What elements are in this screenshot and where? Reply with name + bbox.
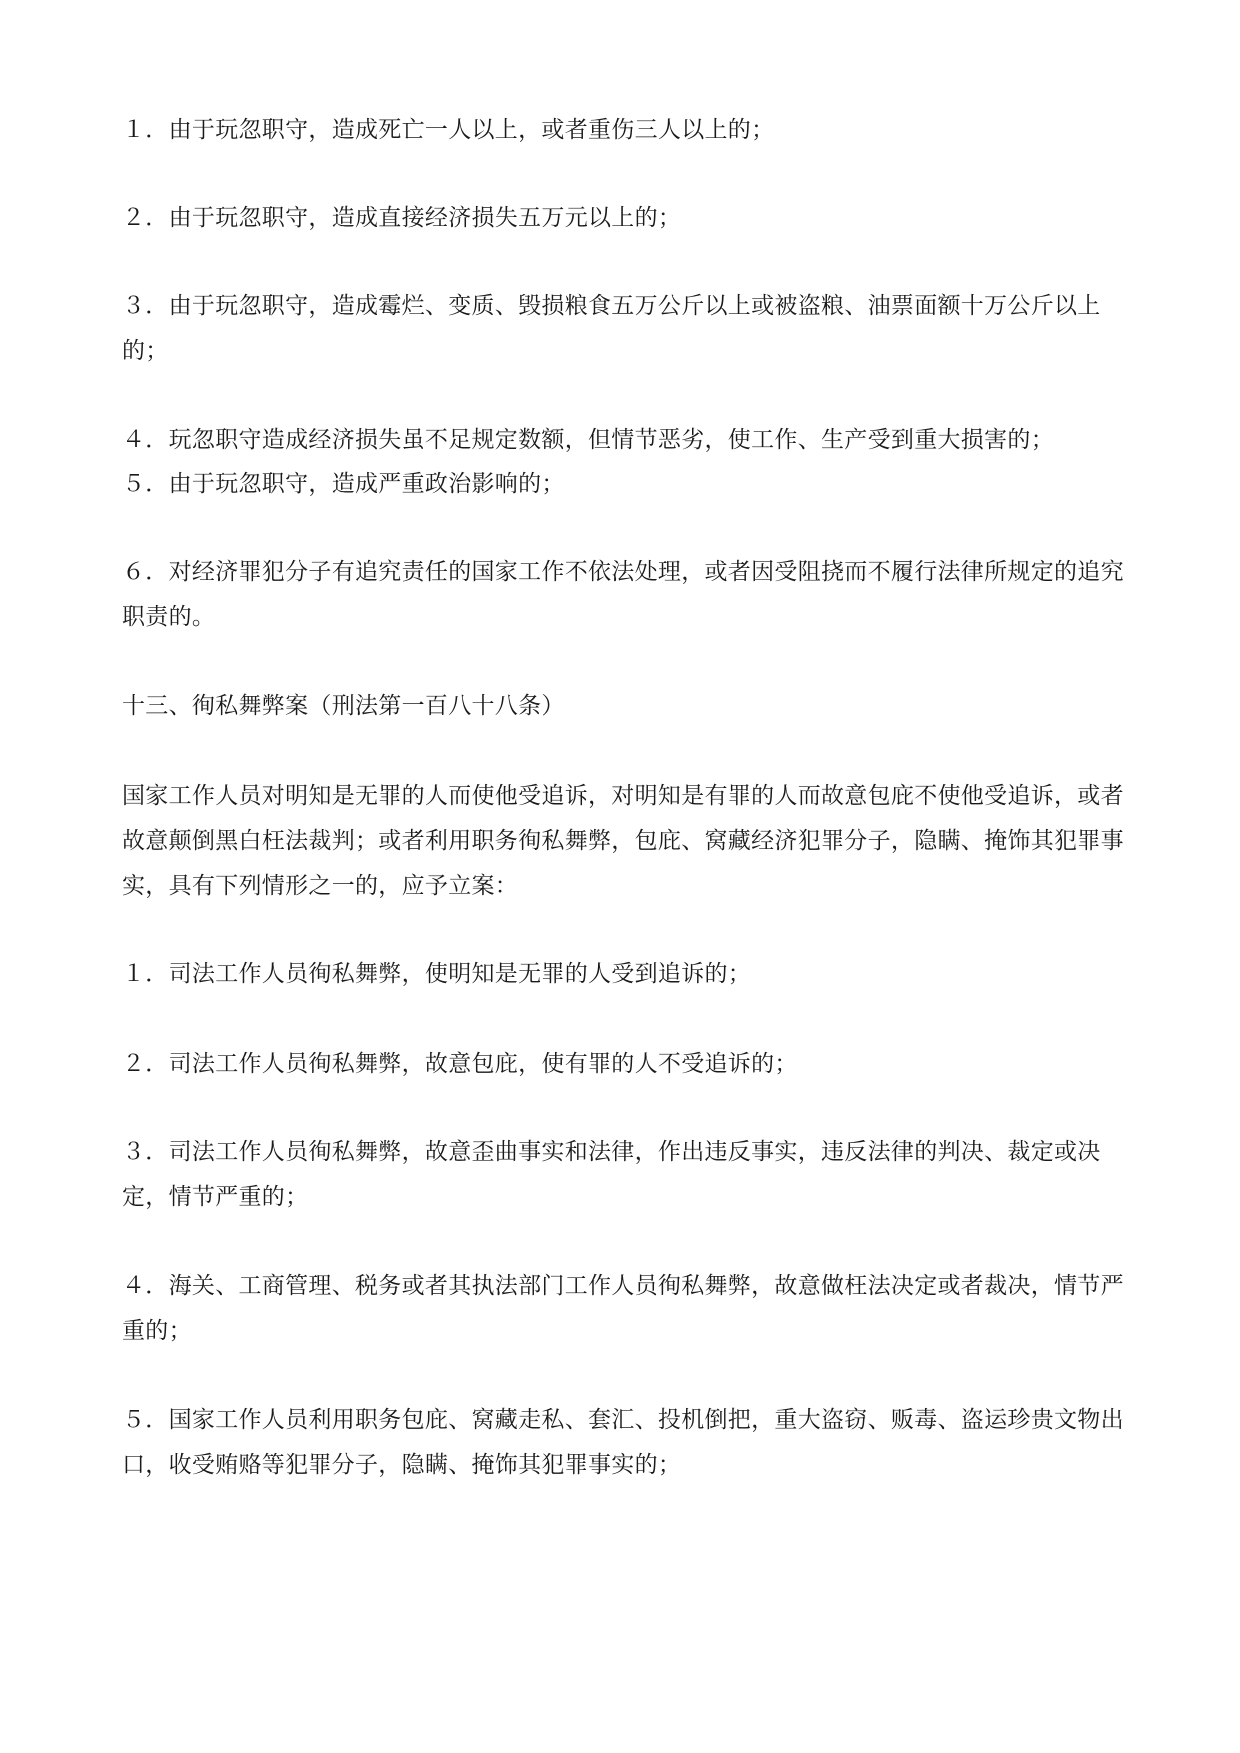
list-item: １．司法工作人员徇私舞弊，使明知是无罪的人受到追诉的； <box>122 961 752 987</box>
list-item: ２．司法工作人员徇私舞弊，故意包庇，使有罪的人不受追诉的； <box>122 1051 798 1077</box>
body-paragraph: 国家工作人员对明知是无罪的人而使他受追诉，对明知是有罪的人而故意包庇不使他受追诉，或者故意颠倒黑白枉法裁判；或者利用职务徇私舞弊，包庇、窝藏经济犯罪分子，隐瞒、掩饰其犯罪事实，具有下列情形之一的，应予立案： <box>122 783 1124 899</box>
list-item: ４．玩忽职守造成经济损失虽不足规定数额，但情节恶劣，使工作、生产受到重大损害的； <box>122 427 1054 453</box>
list-item: ６．对经济罪犯分子有追究责任的国家工作不依法处理，或者因受阻挠而不履行法律所规定的追究职责的。 <box>122 559 1124 630</box>
list-item: ３．由于玩忽职守，造成霉烂、变质、毁损粮食五万公斤以上或被盗粮、油票面额十万公斤以上的； <box>122 293 1101 364</box>
section-heading: 十三、徇私舞弊案（刑法第一百八十八条） <box>122 693 565 719</box>
list-item: ３．司法工作人员徇私舞弊，故意歪曲事实和法律，作出违反事实，违反法律的判决、裁定或决定，情节严重的； <box>122 1139 1101 1210</box>
list-item: ２．由于玩忽职守，造成直接经济损失五万元以上的； <box>122 205 682 231</box>
list-item: ５．国家工作人员利用职务包庇、窝藏走私、套汇、投机倒把，重大盗窃、贩毒、盗运珍贵文物出口，收受贿赂等犯罪分子，隐瞒、掩饰其犯罪事实的； <box>122 1407 1124 1478</box>
list-item: ４．海关、工商管理、税务或者其执法部门工作人员徇私舞弊，故意做枉法决定或者裁决，情节严重的； <box>122 1273 1124 1344</box>
list-item: １．由于玩忽职守，造成死亡一人以上，或者重伤三人以上的； <box>122 117 775 143</box>
list-item: ５．由于玩忽职守，造成严重政治影响的； <box>122 471 565 497</box>
